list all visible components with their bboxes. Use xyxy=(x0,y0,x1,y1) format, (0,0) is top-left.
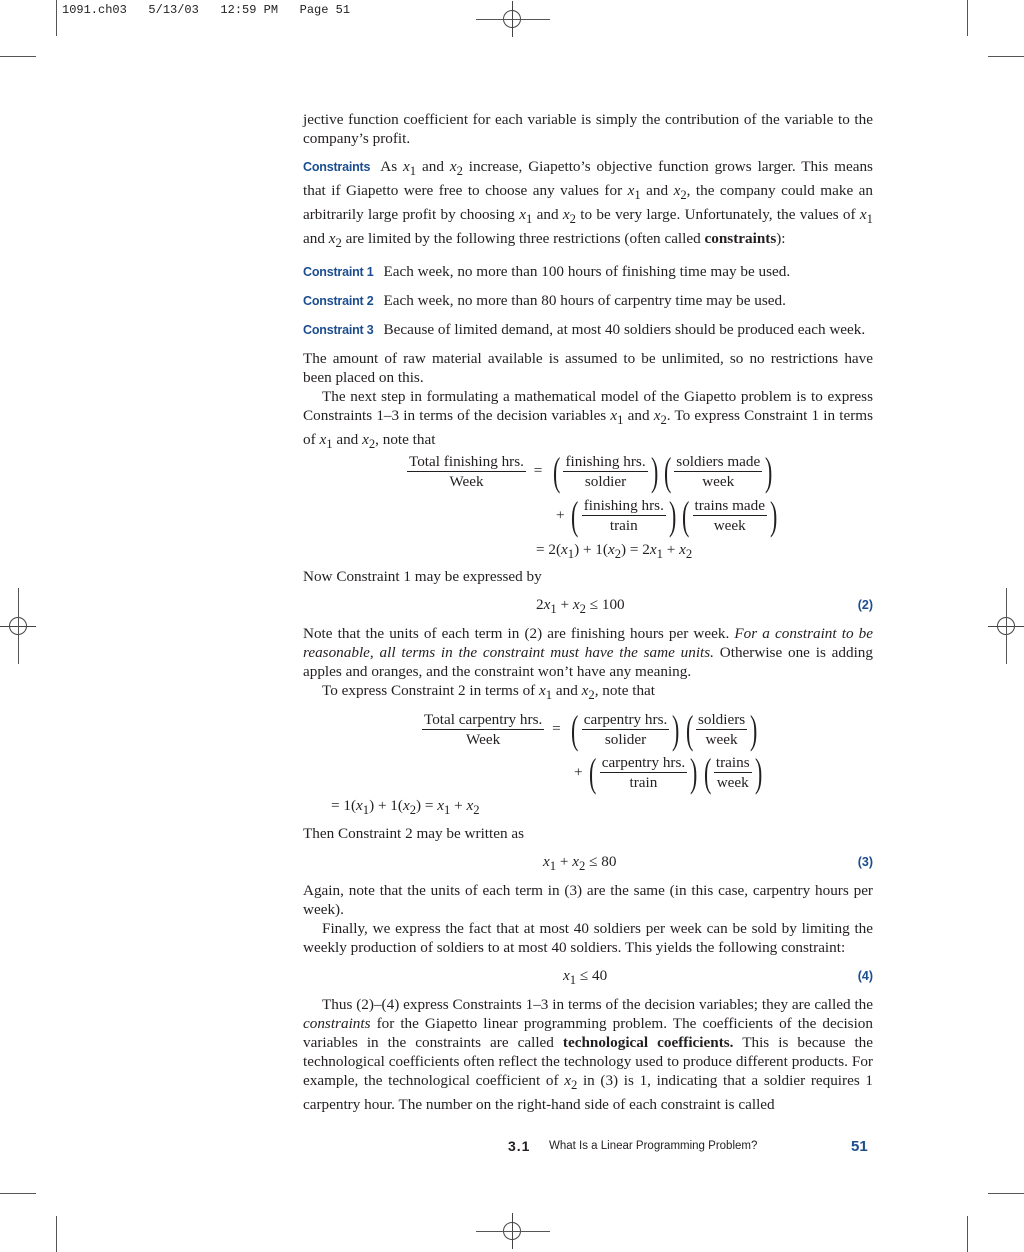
crop-mark xyxy=(988,56,1024,57)
body-block-1 xyxy=(303,110,873,454)
equation-2: $2x_1 + x_2 \le 100$ xyxy=(536,596,625,617)
sidehead-constraint-1: Constraint 1 xyxy=(303,265,374,280)
crop-mark xyxy=(56,0,57,36)
equation-finishing-result: = $2(x_1) + 1(x_2) = 2x_1 + x_2$ xyxy=(536,541,693,562)
body-block-5 xyxy=(303,881,873,957)
body-block-3 xyxy=(303,624,873,705)
crop-mark xyxy=(18,588,19,664)
equation-finishing: $\frac{\text{Total finishing hrs.}}{\text{Week}}$ = ( $\frac{\text{finishing hrs.}}{\text{soldier}}$ ) ( $\frac{\text{soldiers made}}{\text{week}}$ ) xyxy=(409,449,773,494)
sidehead-constraints: Constraints xyxy=(303,160,371,174)
equation-number-4: (4) xyxy=(857,969,873,983)
body-block-4 xyxy=(303,824,873,843)
footer-running-title: What Is a Linear Programming Problem? xyxy=(549,1140,758,1152)
crop-mark xyxy=(967,1216,968,1252)
equation-finishing-cont: + ( $\frac{\text{finishing hrs.}}{\text{train}}$ ) ( $\frac{\text{trains made}}{\text{week}}$ ) xyxy=(556,493,778,538)
paragraph: Now Constraint 1 may be expressed by xyxy=(303,568,542,585)
paragraph: Finally, we express the fact that at most 40 soldiers per week can be sold by limiting the weekly production of soldiers to at most 40 soldiers. This yields the following constraint: xyxy=(303,920,873,956)
constraints-paragraph: Constraints As $x_1$ and $x_2$ increase, Giapetto’s objective function grows larger. This means that if Giapetto were free to choose any values for $x_1$ and $x_2$, the company could make an arbitrarily large profit by choosing $x_1$ and $x_2$ to be very large. Unfortunately, the values of $x_1$ and $x_2$ are limited by the following three restrictions (often called constraints): xyxy=(303,158,873,251)
paragraph: jective function coefficient for each variable is simply the contribution of the variable to the company’s profit. xyxy=(303,111,873,147)
crop-mark xyxy=(967,0,968,36)
equation-carpentry: $\frac{\text{Total carpentry hrs.}}{\text{Week}}$ = ( $\frac{\text{carpentry hrs.}}{\text{solider}}$ ) ( $\frac{\text{soldiers}}{\text{week}}$ ) xyxy=(424,707,758,752)
crop-mark xyxy=(0,56,36,57)
constraint-2: Constraint 2 Each week, no more than 80 hours of carpentry time may be used. xyxy=(303,292,786,310)
sidehead-constraint-2: Constraint 2 xyxy=(303,294,374,309)
paragraph: Note that the units of each term in (2) are finishing hours per week. For a constraint to be reasonable, all terms in the constraint must have the same units. Otherwise one is adding apples and oranges, and the constraint won’t have any meaning. xyxy=(303,625,874,680)
crop-mark xyxy=(476,19,550,20)
paragraph: Again, note that the units of each term in (3) are the same (in this case, carpentry hours per week). xyxy=(303,882,873,918)
body-block-2 xyxy=(303,567,873,586)
equation-number-3: (3) xyxy=(857,855,873,869)
paragraph: The amount of raw material available is assumed to be unlimited, so no restrictions have been placed on this. xyxy=(303,350,873,387)
equation-number-2: (2) xyxy=(857,598,873,612)
crop-mark xyxy=(1006,588,1007,664)
crop-mark xyxy=(476,1231,550,1232)
equation-3: $x_1 + x_2 \le 80$ xyxy=(543,853,617,874)
sidehead-constraint-3: Constraint 3 xyxy=(303,323,374,338)
paragraph: Then Constraint 2 may be written as xyxy=(303,825,525,842)
crop-mark xyxy=(988,1193,1024,1194)
crop-mark xyxy=(56,1216,57,1252)
paragraph: Thus (2)–(4) express Constraints 1–3 in terms of the decision variables; they are called the constraints for the Giapetto linear programming problem. The coefficients of the decision variables in the constraints are called technological coefficients. This is because the technological coefficients often reflect the technology used to produce different products. For example, the technological coefficient of $x_2$ in (3) is 1, indicating that a soldier requires 1 carpentry hour. The number on the right-hand side of each constraint is called xyxy=(303,996,874,1114)
equation-carpentry-result: = $1(x_1) + 1(x_2) = x_1 + x_2$ xyxy=(331,797,480,818)
constraint-3: Constraint 3 Because of limited demand, at most 40 soldiers should be produced each week. xyxy=(303,321,866,339)
paragraph: The next step in formulating a mathematical model of the Giapetto problem is to express Constraints 1–3 in terms of the decision variables $x_1$ and $x_2$. To express Constraint 1 in terms of $x_1$ and $x_2$, note that xyxy=(303,388,873,452)
paragraph: To express Constraint 2 in terms of $x_1$ and $x_2$, note that xyxy=(322,682,656,703)
equation-carpentry-cont: + ( $\frac{\text{carpentry hrs.}}{\text{train}}$ ) ( $\frac{\text{trains}}{\text{week}}$ ) xyxy=(574,750,762,795)
constraint-1: Constraint 1 Each week, no more than 100 hours of finishing time may be used. xyxy=(303,263,791,281)
page-number: 51 xyxy=(851,1138,868,1155)
footer-section-number: 3.1 xyxy=(508,1138,531,1154)
print-slug: 1091.ch03 5/13/03 12:59 PM Page 51 xyxy=(62,3,351,17)
crop-mark xyxy=(0,1193,36,1194)
equation-4: $x_1 \le 40$ xyxy=(563,967,608,988)
body-block-6 xyxy=(303,995,873,1114)
